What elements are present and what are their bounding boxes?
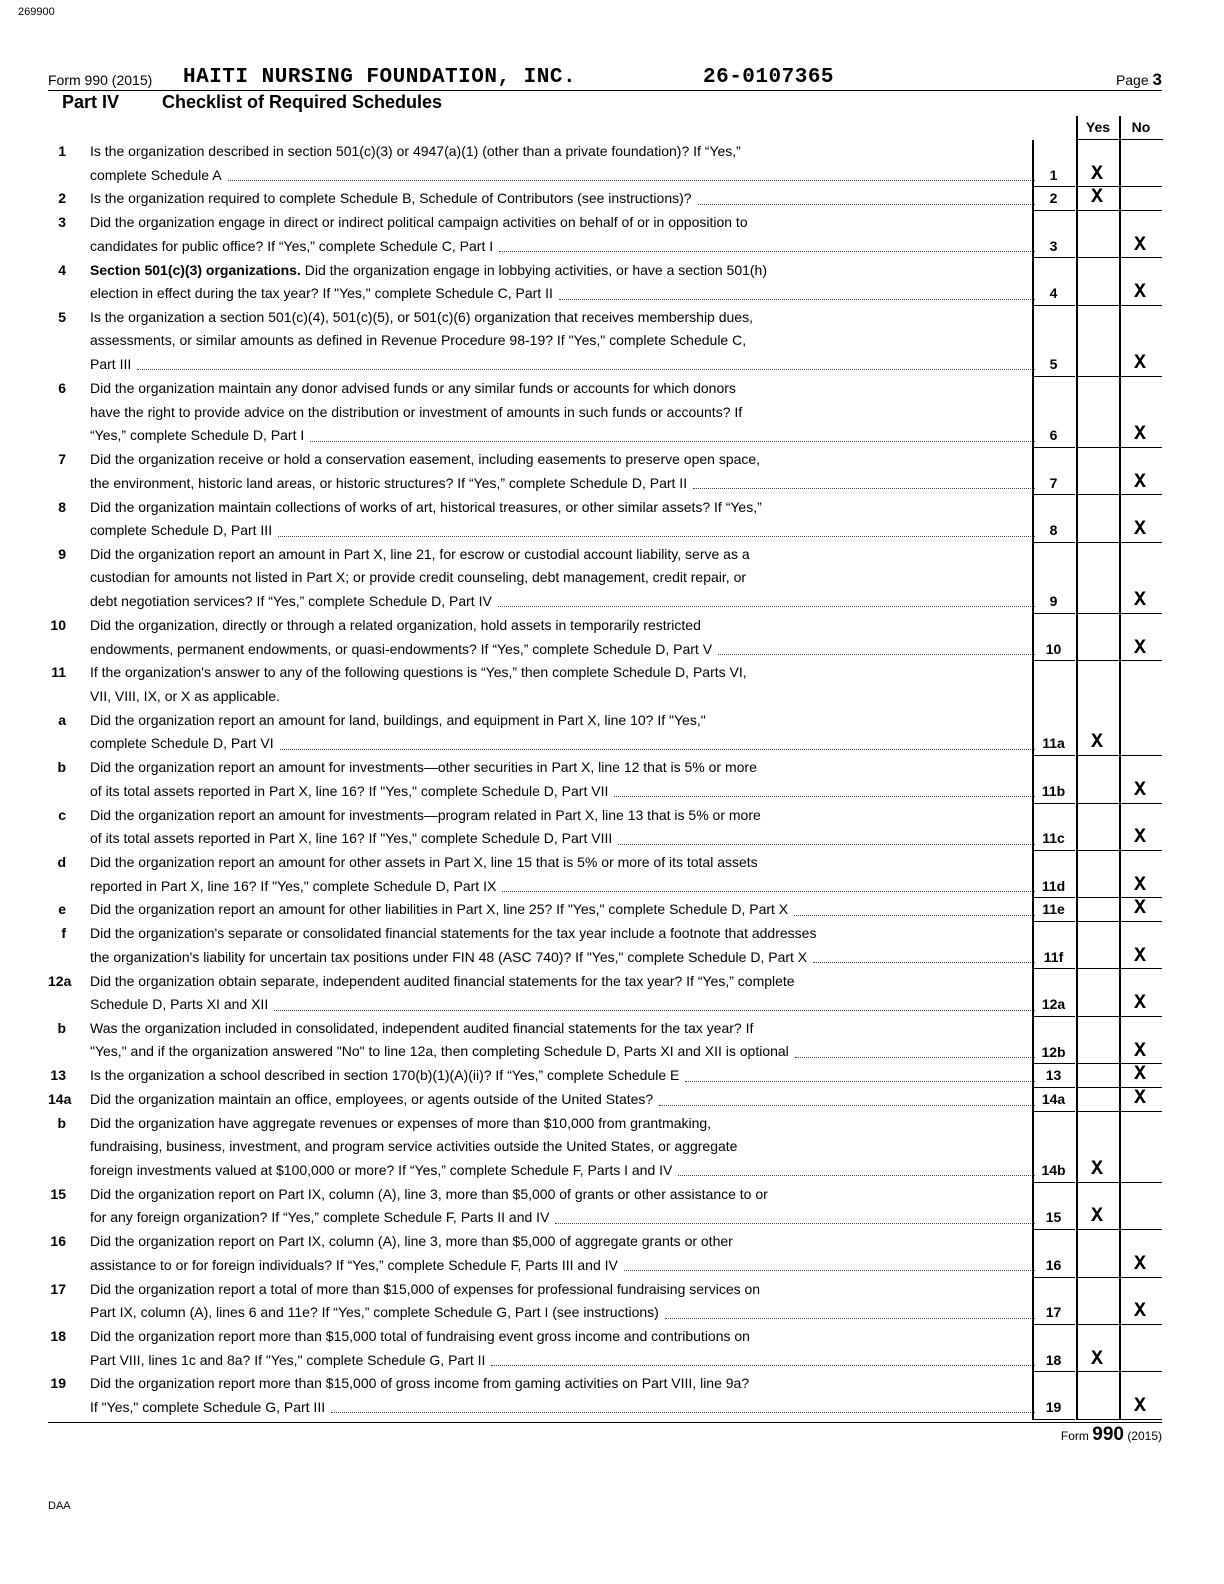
item-question-line: Did the organization obtain separate, independent audited financial statements for the tax year? If “Yes,” complete — [90, 972, 795, 989]
item-question-line: Did the organization report more than $15,000 of gross income from gaming activities on Part VIII, line 9a? — [90, 1375, 750, 1392]
item-question — [90, 709, 1035, 756]
leader-dots — [502, 890, 1035, 892]
item-question — [90, 804, 1035, 851]
item-question — [90, 898, 1035, 922]
organization-name: HAITI NURSING FOUNDATION, INC. — [183, 66, 577, 89]
item-question-line: Did the organization have aggregate revenues or expenses of more than $10,000 from grantmaking, — [90, 1114, 712, 1131]
item-question — [90, 1325, 1035, 1372]
column-divider — [1076, 116, 1078, 1420]
item-number: 18 — [50, 1328, 66, 1344]
item-number: 14a — [48, 1091, 72, 1107]
item-question — [90, 306, 1035, 377]
item-question-line: "Yes," and if the organization answered "No" to line 12a, then completing Schedule D, Parts XI and XII is optional — [90, 1043, 789, 1060]
no-checkbox[interactable]: X — [1133, 873, 1146, 897]
part-number: Part IV — [62, 92, 120, 112]
item-question-line: Did the organization report an amount for other assets in Part X, line 15 that is 5% or more of its total assets — [90, 854, 758, 870]
item-question — [90, 1183, 1035, 1230]
item-question-line: complete Schedule A — [90, 166, 222, 183]
daa-label: DAA — [48, 1500, 71, 1512]
item-question-line: Did the organization maintain an office, employees, or agents outside of the United States? — [90, 1091, 654, 1107]
yes-column-label: Yes — [1085, 119, 1111, 135]
checklist-item — [48, 1017, 1162, 1064]
leader-dots — [718, 653, 1035, 655]
item-question-line: Did the organization report an amount for investments—program related in Part X, line 13 that is 5% or more — [90, 806, 761, 823]
leader-dots — [618, 843, 1035, 845]
no-checkbox[interactable]: X — [1133, 233, 1146, 257]
item-question — [90, 1230, 1035, 1277]
no-checkbox[interactable]: X — [1133, 1039, 1146, 1063]
item-question-line: Did the organization report on Part IX, column (A), line 3, more than $5,000 of grants or other assistance to or — [90, 1185, 768, 1202]
item-question-line: assistance to or for foreign individuals? If “Yes,” complete Schedule F, Parts III and IV — [90, 1256, 618, 1273]
no-checkbox[interactable]: X — [1133, 1063, 1146, 1087]
item-question — [90, 1278, 1035, 1325]
item-number: f — [61, 925, 66, 942]
checklist-item — [48, 496, 1162, 543]
no-checkbox[interactable]: X — [1133, 897, 1146, 921]
item-number: b — [57, 1019, 66, 1036]
item-question-line: If the organization's answer to any of the following questions is “Yes,” then complete Schedule D, Parts VI, — [90, 664, 747, 681]
line-number: 15 — [1032, 1209, 1075, 1230]
no-checkbox[interactable]: X — [1133, 352, 1146, 376]
item-question-line: of its total assets reported in Part X, line 16? If "Yes," complete Schedule D, Part VIII — [90, 830, 613, 847]
item-question-line: Was the organization included in consolidated, independent audited financial statements for the tax year? If — [90, 1019, 754, 1036]
item-question-line: Schedule D, Parts XI and XII — [90, 996, 269, 1012]
line-number: 9 — [1032, 593, 1075, 614]
checklist-item — [48, 661, 1162, 708]
item-question — [90, 140, 1035, 187]
checklist-item — [48, 804, 1162, 851]
leader-dots — [499, 250, 1035, 252]
yes-checkbox[interactable]: X — [1090, 1205, 1103, 1229]
item-number: 6 — [58, 380, 66, 396]
column-divider — [1032, 140, 1034, 1420]
item-question-line: complete Schedule D, Part VI — [90, 735, 274, 752]
item-number: 5 — [58, 308, 66, 325]
item-question — [90, 970, 1035, 1017]
checklist-item — [48, 614, 1162, 661]
line-number: 10 — [1032, 641, 1075, 662]
checklist-item — [48, 1064, 1162, 1088]
item-number: 19 — [50, 1375, 66, 1392]
item-number: 9 — [58, 545, 66, 562]
no-checkbox[interactable]: X — [1133, 826, 1146, 850]
item-question-line: Did the organization's separate or consolidated financial statements for the tax year include a footnote that addresses — [90, 925, 817, 942]
item-number: 12a — [48, 972, 72, 989]
item-question — [90, 661, 1035, 708]
line-number: 14a — [1032, 1091, 1075, 1112]
no-checkbox[interactable]: X — [1133, 1087, 1146, 1110]
checklist-item — [48, 1088, 1162, 1112]
item-question-line: Did the organization receive or hold a conservation easement, including easements to preserve open space, — [90, 451, 761, 468]
document-id: 269900 — [18, 6, 55, 18]
item-number: d — [57, 854, 66, 870]
checklist-item — [48, 898, 1162, 922]
item-question-line: Did the organization maintain any donor advised funds or any similar funds or accounts for which donors — [90, 380, 736, 396]
leader-dots — [794, 914, 1035, 916]
checklist-item — [48, 187, 1162, 211]
leader-dots — [280, 748, 1035, 750]
item-question-line: Did the organization report more than $15,000 total of fundraising event gross income and contributions on — [90, 1328, 750, 1344]
item-question — [90, 756, 1035, 803]
item-number: 15 — [50, 1185, 66, 1202]
item-number: 11 — [51, 664, 66, 681]
leader-dots — [331, 1411, 1035, 1413]
item-number: b — [57, 759, 66, 776]
form-header — [48, 66, 1162, 91]
checklist-item — [48, 211, 1162, 258]
no-checkbox[interactable]: X — [1133, 423, 1146, 447]
item-question — [90, 496, 1035, 543]
item-question-line: Did the organization report on Part IX, column (A), line 3, more than $5,000 of aggregate grants or other — [90, 1233, 733, 1250]
no-checkbox[interactable]: X — [1133, 1252, 1146, 1276]
item-number: 17 — [50, 1280, 66, 1297]
page-number: Page 3 — [1115, 70, 1162, 89]
item-question-line: Did the organization, directly or through a related organization, hold assets in temporarily restricted — [90, 617, 701, 633]
item-number: a — [58, 711, 66, 728]
item-question-line: candidates for public office? If “Yes,” complete Schedule C, Part I — [90, 237, 494, 254]
item-question-line: reported in Part X, line 16? If "Yes," complete Schedule D, Part IX — [90, 877, 497, 894]
item-question-line: the organization's liability for uncertain tax positions under FIN 48 (ASC 740)? If "Yes," complete Schedule D, Part X — [90, 948, 808, 965]
item-question-line: for any foreign organization? If “Yes,” complete Schedule F, Parts II and IV — [90, 1209, 550, 1226]
leader-dots — [278, 535, 1035, 537]
part-header — [48, 91, 1162, 115]
item-question-line: Did the organization maintain collections of works of art, historical treasures, or other similar assets? If “Yes,” — [90, 498, 762, 515]
leader-dots — [228, 179, 1035, 181]
yes-checkbox[interactable]: X — [1090, 162, 1103, 186]
item-question — [90, 1088, 1035, 1112]
item-number: 7 — [58, 451, 66, 468]
no-checkbox[interactable]: X — [1133, 992, 1146, 1016]
leader-dots — [491, 1364, 1035, 1366]
item-question-line: Did the organization report an amount for investments—other securities in Part X, line 12 that is 5% or more — [90, 759, 757, 776]
item-number: 1 — [58, 143, 66, 159]
item-question-line: debt negotiation services? If “Yes,” complete Schedule D, Part IV — [90, 592, 492, 609]
yes-checkbox[interactable]: X — [1090, 731, 1103, 755]
item-question-line: assessments, or similar amounts as defined in Revenue Procedure 98-19? If "Yes," complete Schedule C, — [90, 332, 747, 349]
item-question-line: “Yes,” complete Schedule D, Part I — [90, 427, 305, 443]
item-question-line: have the right to provide advice on the distribution or investment of amounts in such funds or accounts? If — [90, 403, 743, 420]
leader-dots — [274, 1009, 1035, 1011]
item-question-line: foreign investments valued at $100,000 or more? If “Yes,” complete Schedule F, Parts I and IV — [90, 1161, 673, 1178]
item-question-line: Did the organization report a total of more than $15,000 of expenses for professional fundraising services on — [90, 1280, 761, 1297]
line-number: 14b — [1032, 1162, 1075, 1183]
checklist-item — [48, 922, 1162, 969]
line-number: 12b — [1032, 1044, 1075, 1065]
form-footer: Form 990 (2015) — [1060, 1424, 1162, 1445]
no-checkbox[interactable]: X — [1133, 589, 1146, 613]
item-number: 13 — [50, 1067, 66, 1084]
checklist-item — [48, 1325, 1162, 1372]
form-label: Form 990 (2015) — [48, 72, 153, 88]
item-number: 16 — [50, 1233, 66, 1250]
leader-dots — [137, 368, 1035, 370]
item-question-line: Part III — [90, 355, 132, 372]
part-title: Checklist of Required Schedules — [162, 92, 443, 112]
line-number: 17 — [1032, 1304, 1075, 1325]
bottom-rule — [48, 1422, 1162, 1423]
item-number: 2 — [58, 190, 66, 207]
item-question-line: Is the organization a school described in section 170(b)(1)(A)(ii)? If “Yes,” complete Schedule E — [90, 1067, 680, 1084]
leader-dots — [813, 961, 1035, 963]
no-checkbox[interactable]: X — [1133, 518, 1146, 542]
item-question — [90, 1112, 1035, 1183]
no-checkbox[interactable]: X — [1133, 636, 1146, 660]
line-number: 16 — [1032, 1257, 1075, 1278]
no-checkbox[interactable]: X — [1133, 944, 1146, 968]
leader-dots — [498, 605, 1035, 607]
item-number: 8 — [58, 498, 66, 515]
checklist-item — [48, 970, 1162, 1017]
leader-dots — [678, 1174, 1035, 1176]
line-number: 6 — [1032, 427, 1075, 448]
line-number: 4 — [1032, 285, 1075, 306]
item-question-line: Is the organization a section 501(c)(4), 501(c)(5), or 501(c)(6) organization that receives membership dues, — [90, 308, 753, 325]
checklist-item — [48, 1230, 1162, 1277]
checklist-item — [48, 448, 1162, 495]
checklist-item — [48, 140, 1162, 187]
leader-dots — [310, 440, 1035, 442]
item-question-line: Did the organization engage in lobbying activities, or have a section 501(h) — [300, 261, 768, 278]
item-question — [90, 1064, 1035, 1088]
checklist-item — [48, 1112, 1162, 1183]
no-cell-rule — [1119, 1419, 1162, 1420]
item-question — [90, 1372, 1035, 1419]
item-number: c — [58, 806, 66, 823]
leader-dots — [659, 1104, 1035, 1106]
no-column-label: No — [1131, 119, 1151, 135]
checklist-item — [48, 377, 1162, 448]
line-number: 11f — [1032, 949, 1075, 970]
yes-checkbox[interactable]: X — [1090, 1347, 1103, 1371]
item-question-line: complete Schedule D, Part III — [90, 522, 273, 538]
item-number: 10 — [50, 617, 66, 633]
ein: 26-0107365 — [703, 66, 835, 89]
yes-cell-rule — [1076, 1419, 1119, 1420]
line-number: 11c — [1032, 830, 1075, 851]
line-number: 8 — [1032, 522, 1075, 543]
checklist-item — [48, 543, 1162, 614]
no-checkbox[interactable]: X — [1133, 1300, 1146, 1324]
item-bold-prefix: Section 501(c)(3) organizations. — [90, 261, 301, 278]
leader-dots — [693, 487, 1035, 489]
item-question — [90, 922, 1035, 969]
item-question-line: VII, VIII, IX, or X as applicable. — [90, 687, 280, 704]
line-number: 7 — [1032, 475, 1075, 496]
item-question-line: Did the organization report an amount in Part X, line 21, for escrow or custodial account liability, serve as a — [90, 545, 750, 562]
line-number: 3 — [1032, 238, 1075, 259]
leader-dots — [795, 1056, 1035, 1058]
item-question — [90, 851, 1035, 898]
item-number: 4 — [58, 261, 66, 278]
checklist-item — [48, 1278, 1162, 1325]
line-number: 1 — [1032, 167, 1075, 188]
line-number: 12a — [1032, 996, 1075, 1017]
yes-checkbox[interactable]: X — [1090, 1158, 1103, 1182]
leader-dots — [614, 795, 1035, 797]
item-question-line: Is the organization described in section 501(c)(3) or 4947(a)(1) (other than a private foundation)? If “Yes,” — [90, 143, 741, 159]
item-question — [90, 187, 1035, 211]
checklist-item — [48, 306, 1162, 377]
item-question-line: the environment, historic land areas, or historic structures? If “Yes,” complete Schedule D, Part II — [90, 474, 688, 491]
item-question-line: Is the organization required to complete Schedule B, Schedule of Contributors (see instructions)? — [90, 190, 692, 207]
item-question — [90, 259, 1035, 306]
leader-dots — [685, 1080, 1035, 1082]
leader-dots — [559, 298, 1035, 300]
line-number: 11e — [1032, 901, 1075, 922]
checklist-item — [48, 1183, 1162, 1230]
item-question-line: endowments, permanent endowments, or quasi-endowments? If “Yes,” complete Schedule D, Part V — [90, 640, 713, 657]
item-number: e — [58, 901, 66, 918]
item-question — [90, 211, 1035, 258]
item-question — [90, 448, 1035, 495]
item-question — [90, 377, 1035, 448]
line-number: 19 — [1032, 1399, 1075, 1420]
no-checkbox[interactable]: X — [1133, 281, 1146, 305]
item-number: b — [57, 1114, 66, 1131]
item-question-line: fundraising, business, investment, and program service activities outside the United States, or aggregate — [90, 1138, 738, 1155]
item-question-line: custodian for amounts not listed in Part X; or provide credit counseling, debt management, credit repair, or — [90, 569, 747, 586]
item-number: 3 — [58, 214, 66, 231]
item-question-line: Part IX, column (A), lines 6 and 11e? If “Yes,” complete Schedule G, Part I (see instructions) — [90, 1304, 659, 1321]
leader-dots — [555, 1222, 1035, 1224]
item-question-line: If "Yes," complete Schedule G, Part III — [90, 1398, 326, 1415]
checklist-item — [48, 259, 1162, 306]
item-question — [90, 543, 1035, 614]
item-question-line: of its total assets reported in Part X, line 16? If "Yes," complete Schedule D, Part VII — [90, 782, 609, 799]
line-number: 2 — [1032, 190, 1075, 211]
no-checkbox[interactable]: X — [1133, 470, 1146, 494]
item-question-line: Did the organization engage in direct or indirect political campaign activities on behalf of or in opposition to — [90, 214, 748, 231]
checklist-item — [48, 1372, 1162, 1419]
item-question — [90, 1017, 1035, 1064]
item-question — [90, 614, 1035, 661]
line-number: 11b — [1032, 783, 1075, 804]
checklist-item — [48, 851, 1162, 898]
no-checkbox[interactable]: X — [1133, 1395, 1146, 1419]
leader-dots — [624, 1269, 1035, 1271]
no-checkbox[interactable]: X — [1133, 778, 1146, 802]
item-question-line: Did the organization report an amount for other liabilities in Part X, line 25? If "Yes," complete Schedule D, Part X — [90, 901, 789, 918]
line-number: 5 — [1032, 356, 1075, 377]
checklist-item — [48, 709, 1162, 756]
item-question-line: Part VIII, lines 1c and 8a? If "Yes," complete Schedule G, Part II — [90, 1351, 486, 1368]
leader-dots — [665, 1317, 1035, 1319]
line-number: 11d — [1032, 878, 1075, 899]
line-number: 11a — [1032, 735, 1075, 756]
item-question-line: Did the organization report an amount for land, buildings, and equipment in Part X, line 10? If "Yes," — [90, 711, 706, 728]
checklist-item — [48, 756, 1162, 803]
yes-checkbox[interactable]: X — [1090, 186, 1103, 210]
item-question-line: election in effect during the tax year? If "Yes," complete Schedule C, Part II — [90, 285, 553, 301]
leader-dots — [698, 203, 1035, 205]
column-divider — [1119, 116, 1121, 1420]
line-number: 18 — [1032, 1352, 1075, 1373]
line-number: 13 — [1032, 1067, 1075, 1088]
